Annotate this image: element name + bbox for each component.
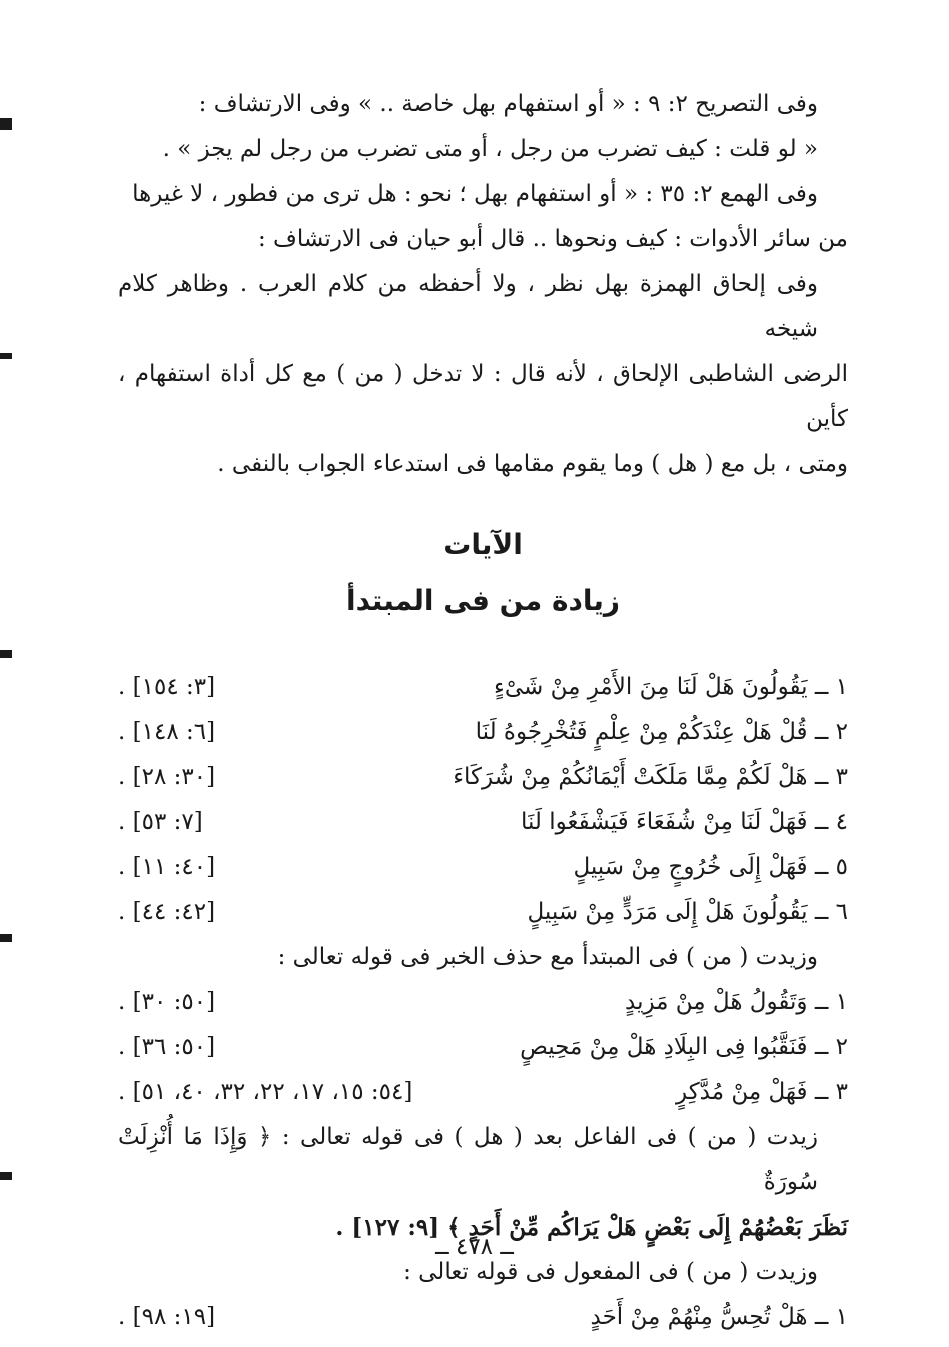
intro-text <box>118 82 848 487</box>
verse-reference: [٥٠: ٣٠] . <box>118 989 216 1015</box>
verse-text: ٢ ــ فَنَقَّبُوا فِى البِلَادِ هَلْ مِنْ مَحِيصٍ <box>520 1034 848 1060</box>
edge-mark <box>0 118 12 130</box>
verse-text: ٦ ــ يَقُولُونَ هَلْ إِلَى مَرَدٍّ مِنْ سَبِيلٍ <box>527 899 848 925</box>
verse-reference: [٥٤: ١٥، ١٧، ٢٢، ٣٢، ٤٠، ٥١] . <box>118 1079 413 1105</box>
note-text: زيدت ( من ) فى الفاعل بعد ( هل ) فى قوله تعالى : ﴿ وَإِذَا مَا أُنْزِلَتْ سُورَةٌ <box>118 1124 818 1195</box>
verse-text: ٣ ــ هَلْ لَكُمْ مِمَّا مَلَكَتْ أَيْمَانُكُمْ مِنْ شُرَكَاءَ <box>453 764 848 790</box>
verse-row <box>118 1025 848 1070</box>
verse-row <box>118 890 848 935</box>
verse-reference: [٧: ٥٣] . <box>118 809 203 835</box>
edge-mark <box>0 934 12 942</box>
intro-line: وفى الهمع ٢: ٣٥ : « أو استفهام بهل ؛ نحو : هل ترى من فطور ، لا غيرها <box>132 181 818 207</box>
note-text: وزيدت ( من ) فى المفعول فى قوله تعالى : <box>403 1259 818 1285</box>
verse-reference: [٦: ١٤٨] . <box>118 719 216 745</box>
verse-text: ١ ــ يَقُولُونَ هَلْ لَنَا مِنَ الأَمْرِ مِنْ شَىْءٍ <box>494 674 848 700</box>
verse-text: ٤ ــ فَهَلْ لَنَا مِنْ شُفَعَاءَ فَيَشْفَعُوا لَنَا <box>520 809 848 835</box>
verse-row <box>118 755 848 800</box>
verse-reference: [١٩: ٩٨] . <box>118 1304 216 1330</box>
verse-text: ٢ ــ قُلْ هَلْ عِنْدَكُمْ مِنْ عِلْمٍ فَتُخْرِجُوهُ لَنَا <box>475 719 848 745</box>
verse-text: ١ ــ هَلْ تُحِسُّ مِنْهُمْ مِنْ أَحَدٍ <box>590 1304 848 1330</box>
verse-row <box>118 1070 848 1115</box>
verse-reference: [٥٠: ٣٦] . <box>118 1034 216 1060</box>
verse-row <box>118 980 848 1025</box>
verse-reference: [٤٠: ١١] . <box>118 854 216 880</box>
verse-text: ١ ــ وَتَقُولُ هَلْ مِنْ مَزِيدٍ <box>625 989 848 1015</box>
page-body <box>118 82 848 1340</box>
intro-line: ومتى ، بل مع ( هل ) وما يقوم مقامها فى استدعاء الجواب بالنفى . <box>217 451 848 477</box>
verse-list-d <box>118 1295 848 1340</box>
intro-line: من سائر الأدوات : كيف ونحوها .. قال أبو حيان فى الارتشاف : <box>257 226 848 252</box>
note-text: وزيدت ( من ) فى المبتدأ مع حذف الخبر فى قوله تعالى : <box>277 944 818 970</box>
verse-text: ٥ ــ فَهَلْ إِلَى خُرُوجٍ مِنْ سَبِيلٍ <box>573 854 848 880</box>
edge-mark <box>0 353 12 359</box>
edge-mark <box>0 1172 12 1180</box>
section-subheading: زيادة من فى المبتدأ <box>346 584 620 617</box>
verse-list-a <box>118 665 848 935</box>
verse-list-b <box>118 980 848 1115</box>
intro-line: وفى إلحاق الهمزة بهل نظر ، ولا أحفظه من كلام العرب . وظاهر كلام شيخه <box>118 271 818 342</box>
verse-row <box>118 800 848 845</box>
intro-line: « لو قلت : كيف تضرب من رجل ، أو متى تضرب من رجل لم يجز » . <box>162 136 818 162</box>
intro-line: الرضى الشاطبى الإلحاق ، لأنه قال : لا تدخل ( من ) مع كل أداة استفهام ، كأين <box>118 361 848 432</box>
verse-row <box>118 845 848 890</box>
page-number: ــ ٤٧٨ ــ <box>435 1234 514 1260</box>
verse-reference: [٣: ١٥٤] . <box>118 674 216 700</box>
verse-reference: [٣٠: ٢٨] . <box>118 764 216 790</box>
note-text: نَظَرَ بَعْضُهُمْ إِلَى بَعْضٍ هَلْ يَرَاكُم مِّنْ أَحَدٍ ﴾ [٩: ١٢٧] . <box>335 1214 848 1241</box>
intro-line: وفى التصريح ٢: ٩ : « أو استفهام بهل خاصة .. » وفى الارتشاف : <box>198 91 818 117</box>
section-heading: الآيات <box>443 528 523 561</box>
verse-row <box>118 1295 848 1340</box>
verse-row <box>118 710 848 755</box>
verse-row <box>118 665 848 710</box>
edge-mark <box>0 650 12 658</box>
verse-text: ٣ ــ فَهَلْ مِنْ مُدَّكِرٍ <box>676 1079 848 1105</box>
verse-reference: [٤٢: ٤٤] . <box>118 899 216 925</box>
